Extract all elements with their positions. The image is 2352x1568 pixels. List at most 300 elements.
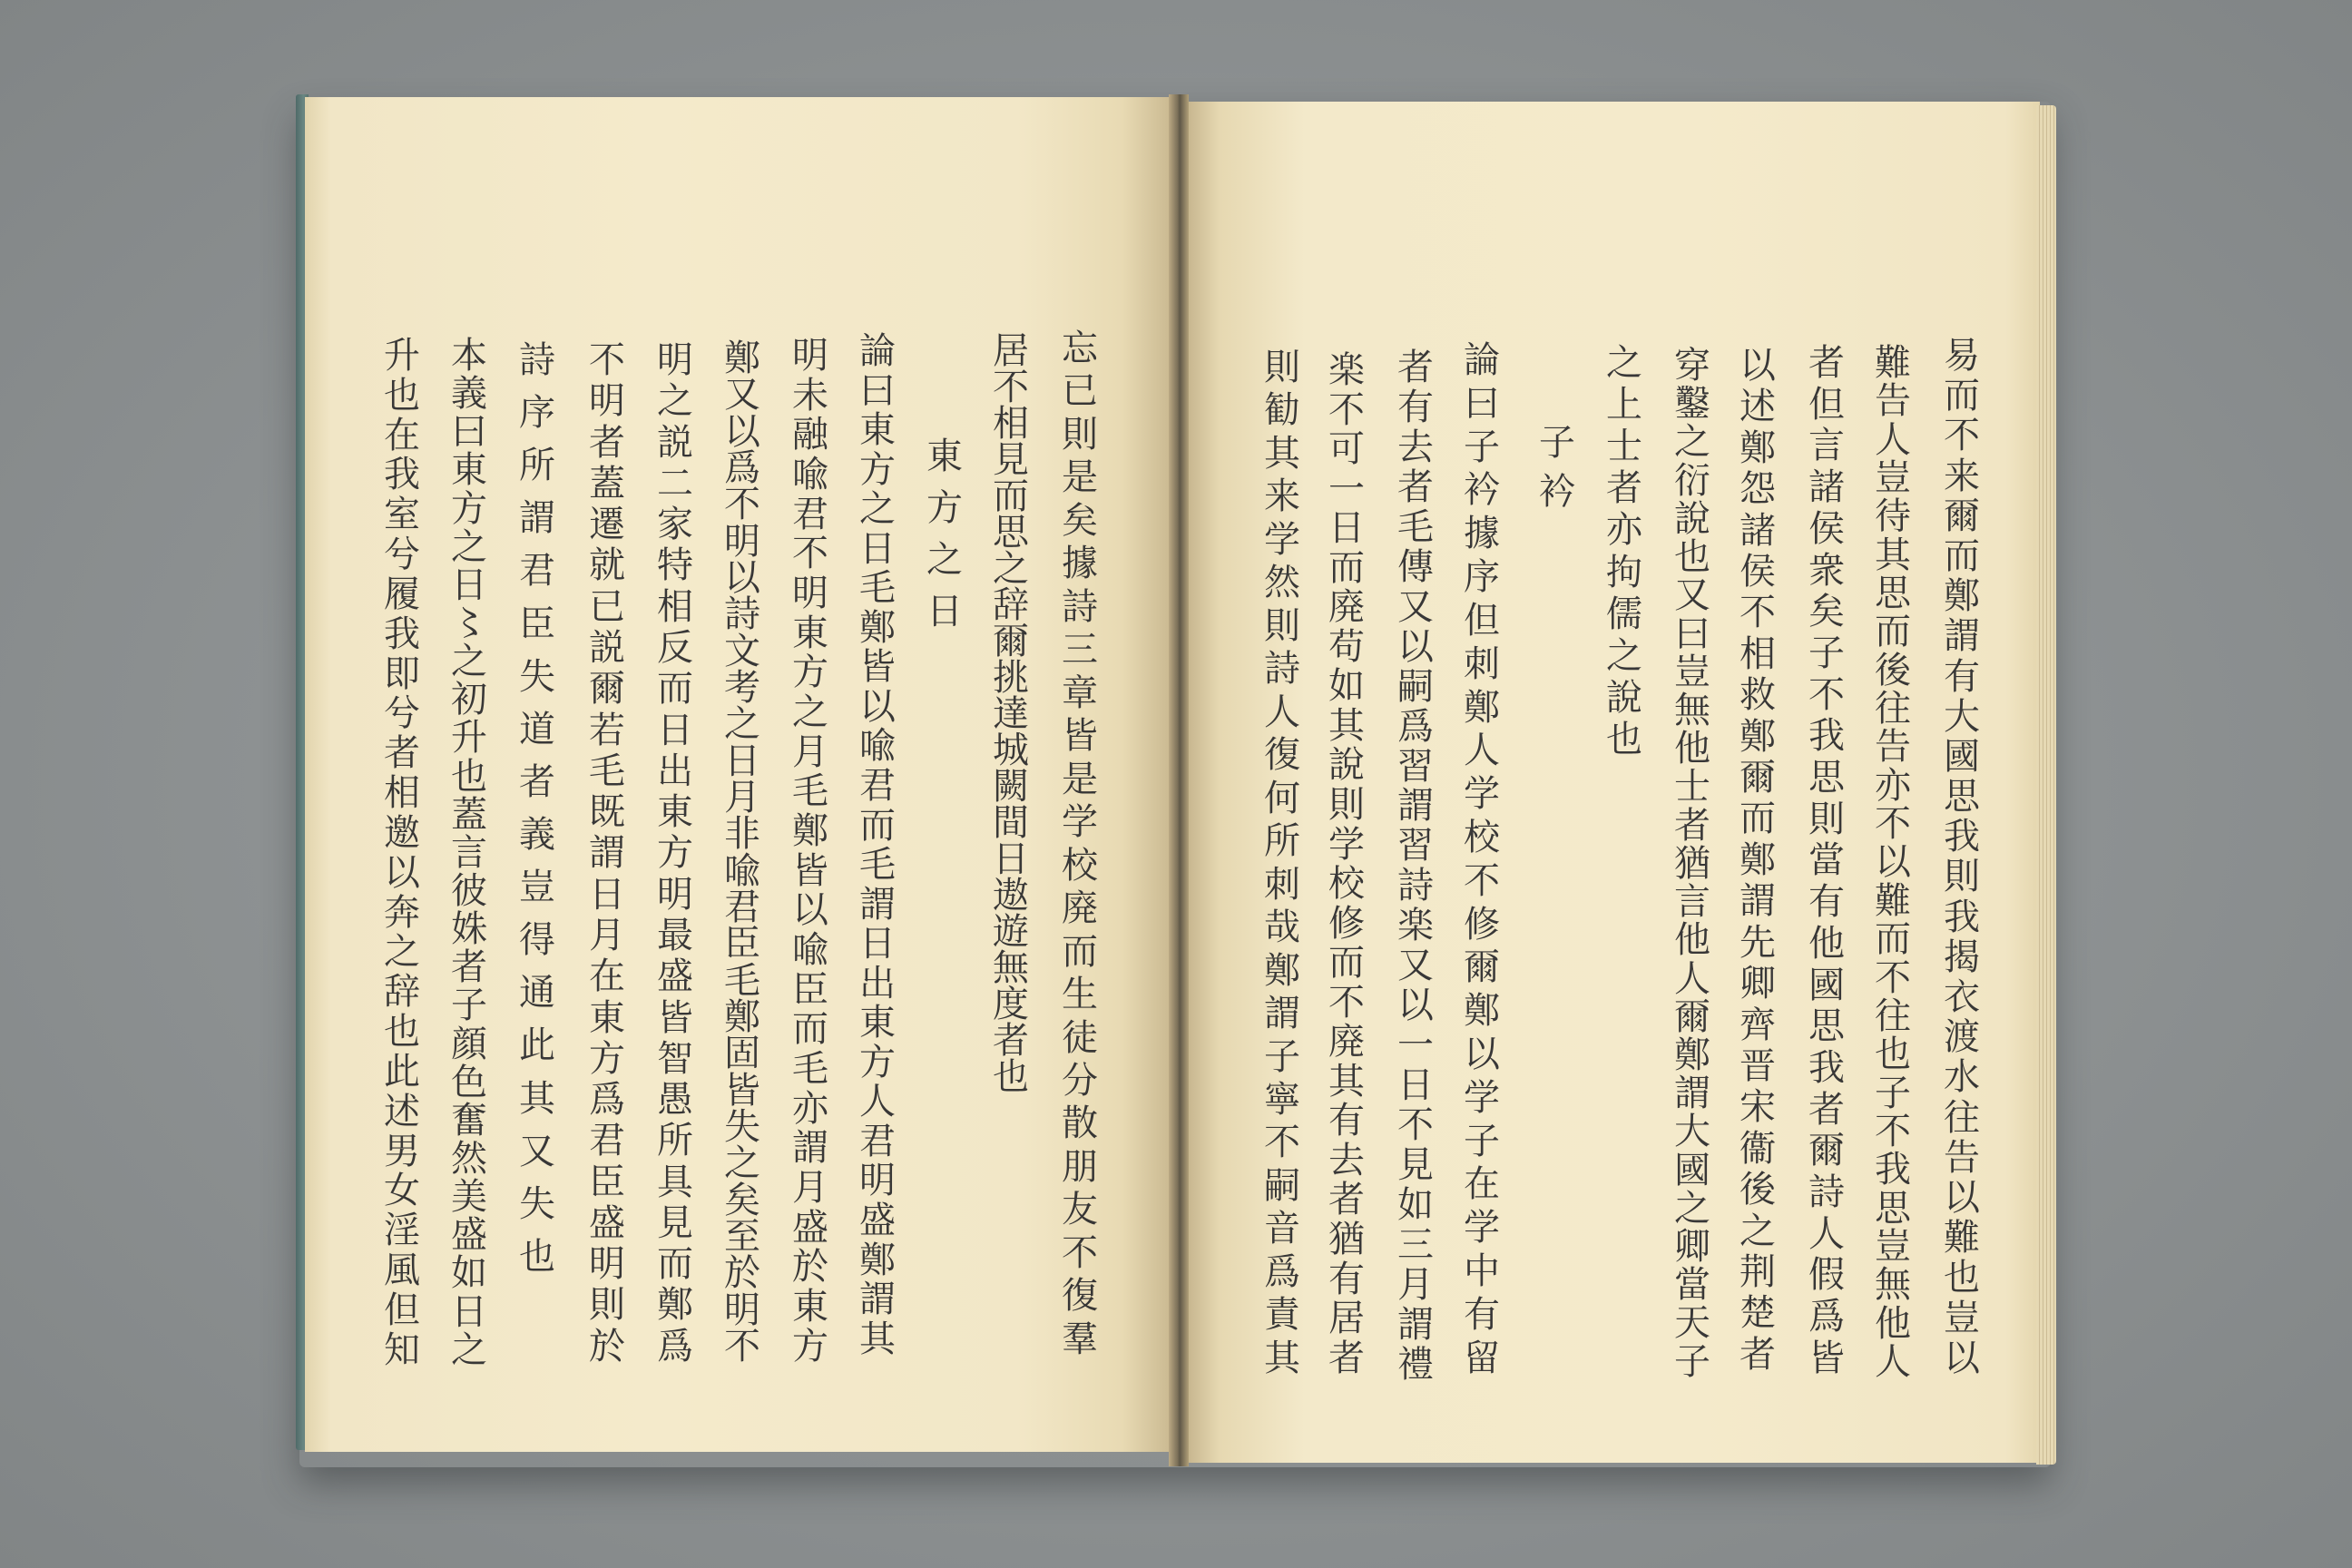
glyph: 学 [1464, 1076, 1500, 1119]
glyph: 謂 [792, 1127, 828, 1170]
glyph: 鄭 [1740, 838, 1776, 881]
glyph: 臣 [519, 603, 555, 645]
glyph: 有 [1328, 1258, 1365, 1300]
glyph: 人 [1875, 418, 1911, 461]
text-column [1801, 342, 1852, 1379]
glyph: 履 [384, 573, 420, 615]
glyph: 大 [1674, 1111, 1710, 1153]
glyph: 臣 [589, 1161, 625, 1203]
glyph: 去 [1397, 426, 1434, 468]
glyph: 通 [519, 972, 555, 1014]
glyph: 所 [519, 445, 555, 487]
glyph: 說 [1606, 676, 1642, 719]
glyph: 不 [1328, 388, 1365, 431]
glyph: 復 [1264, 734, 1300, 777]
glyph: 者 [993, 1020, 1029, 1062]
glyph: 謂 [1397, 785, 1434, 828]
glyph: 然 [451, 1137, 487, 1180]
glyph: 而 [993, 475, 1029, 517]
glyph: 鄭 [724, 338, 760, 379]
glyph: 往 [1875, 688, 1911, 730]
glyph: 明 [724, 1289, 760, 1331]
glyph: 以 [859, 685, 896, 728]
glyph: 於 [724, 1252, 760, 1295]
glyph: 有 [1397, 386, 1434, 428]
glyph: 復 [1062, 1275, 1098, 1318]
glyph: 拘 [1606, 551, 1642, 593]
glyph: 其 [1264, 432, 1300, 475]
glyph: 謂 [1264, 993, 1300, 1035]
glyph: 音 [1264, 1208, 1300, 1250]
glyph: 鄭 [1740, 715, 1776, 758]
glyph: 不 [1328, 981, 1365, 1024]
glyph: 傳 [1397, 545, 1434, 588]
glyph: 據 [1464, 513, 1500, 555]
glyph: 廃 [1328, 586, 1365, 629]
glyph: 侯 [1740, 551, 1776, 593]
glyph: 人 [1464, 730, 1500, 772]
glyph: 言 [1674, 881, 1710, 924]
glyph: 以 [724, 410, 760, 453]
glyph: 来 [1264, 475, 1300, 518]
glyph: 城 [993, 730, 1029, 771]
glyph: 習 [1397, 745, 1434, 788]
glyph: 者 [519, 760, 555, 803]
glyph: 以 [1397, 625, 1434, 668]
glyph: 闕 [993, 766, 1029, 808]
glyph: 救 [1740, 674, 1776, 717]
glyph: 居 [993, 330, 1029, 372]
glyph: 之 [1674, 421, 1710, 464]
glyph: 如 [1328, 665, 1365, 708]
glyph: 明 [589, 1243, 625, 1286]
glyph: 豈 [1875, 457, 1911, 500]
glyph: 又 [1397, 945, 1434, 987]
glyph: 已 [1062, 370, 1098, 413]
glyph: 就 [589, 544, 625, 587]
section-heading [1532, 422, 1583, 513]
glyph: 此 [384, 1050, 420, 1093]
glyph: 学 [1264, 518, 1300, 561]
glyph: 而 [1062, 930, 1098, 973]
glyph: 以 [1397, 985, 1434, 1027]
glyph: 之 [859, 488, 896, 531]
glyph: 之 [724, 703, 760, 746]
glyph: 寧 [1264, 1078, 1300, 1121]
text-column [444, 335, 495, 1371]
glyph: 士 [1606, 426, 1642, 468]
glyph: 是 [1062, 456, 1098, 499]
glyph: 月 [589, 914, 625, 956]
glyph: 不 [1740, 592, 1776, 634]
glyph: 邀 [384, 811, 420, 854]
glyph: 曰 [1464, 382, 1500, 425]
glyph: 爾 [1740, 757, 1776, 799]
glyph: 衍 [1674, 459, 1710, 502]
glyph: 之 [1674, 1187, 1710, 1230]
glyph: 風 [384, 1250, 420, 1292]
glyph: 思 [993, 512, 1029, 554]
glyph: 非 [724, 813, 760, 856]
glyph: 是 [1062, 758, 1098, 800]
glyph: 爲 [1264, 1250, 1300, 1293]
glyph: 君 [724, 886, 760, 928]
glyph: 留 [1464, 1337, 1500, 1379]
glyph: 於 [589, 1325, 625, 1367]
text-column [717, 340, 768, 1365]
glyph: 猶 [1674, 842, 1710, 885]
glyph: 有 [1808, 881, 1845, 924]
glyph: 喩 [792, 929, 828, 972]
glyph: 無 [1875, 1264, 1911, 1307]
glyph: 詩 [1397, 865, 1434, 907]
glyph: 反 [657, 626, 693, 669]
glyph: 不 [1062, 1231, 1098, 1274]
glyph: 道 [519, 708, 555, 750]
glyph: 習 [1397, 825, 1434, 867]
glyph: 也 [1606, 718, 1642, 760]
glyph: 爲 [724, 446, 760, 489]
glyph: 本 [451, 335, 487, 377]
page-edges [2036, 105, 2056, 1465]
glyph: 告 [1875, 726, 1911, 769]
glyph: 而 [1328, 546, 1365, 589]
glyph: 爲 [589, 1079, 625, 1122]
glyph: 具 [657, 1161, 693, 1203]
glyph: 東 [926, 436, 963, 477]
glyph: 方 [926, 487, 963, 529]
glyph: 揭 [1944, 936, 1980, 978]
glyph: 楽 [1328, 349, 1365, 391]
text-column [512, 339, 563, 1278]
glyph: 不 [1875, 1110, 1911, 1152]
glyph: 日 [724, 740, 760, 782]
glyph: 思 [1875, 573, 1911, 615]
glyph: 不 [993, 367, 1029, 408]
glyph: 学 [1328, 823, 1365, 866]
glyph: 之 [451, 641, 487, 683]
section-heading [919, 438, 970, 630]
glyph: 據 [1062, 543, 1098, 585]
glyph: 謂 [859, 1279, 896, 1321]
glyph: 其 [859, 1318, 896, 1360]
glyph: 豈 [1674, 651, 1710, 693]
text-column [852, 330, 903, 1360]
glyph: 失 [724, 1105, 760, 1148]
glyph: 不 [724, 484, 760, 526]
glyph: 一 [1397, 1024, 1434, 1067]
glyph: 日 [993, 838, 1029, 880]
glyph: 毛 [859, 567, 896, 610]
glyph: 遨 [993, 875, 1029, 916]
glyph: 蓋 [451, 793, 487, 836]
glyph: 不 [1464, 859, 1500, 902]
glyph: 校 [1464, 816, 1500, 858]
glyph: 又 [1397, 585, 1434, 628]
glyph: 兮 [384, 692, 420, 735]
glyph: 述 [384, 1090, 420, 1132]
text-column [1054, 328, 1105, 1360]
glyph: 鄭 [724, 995, 760, 1038]
glyph: 謂 [859, 883, 896, 926]
glyph: 禮 [1397, 1343, 1434, 1386]
glyph: 奮 [451, 1099, 487, 1142]
glyph: 二 [657, 462, 693, 505]
glyph: 以 [384, 851, 420, 894]
glyph: 以 [1464, 1034, 1500, 1075]
glyph: 衿 [1464, 469, 1500, 512]
glyph: 先 [1740, 921, 1776, 964]
glyph: 兮 [384, 534, 420, 576]
glyph: 豈 [1944, 1297, 1980, 1339]
glyph: 得 [519, 919, 555, 962]
glyph: 以 [1944, 1337, 1980, 1379]
glyph: 曰 [1674, 612, 1710, 655]
glyph: 固 [724, 1033, 760, 1075]
glyph: 文 [724, 630, 760, 672]
glyph: 齊 [1740, 1004, 1776, 1046]
glyph: 謂 [1397, 1303, 1434, 1346]
glyph: 則 [1062, 413, 1098, 456]
glyph: 毛 [1397, 505, 1434, 548]
glyph: 明 [792, 335, 828, 377]
glyph: 我 [384, 454, 420, 496]
glyph: 他 [1808, 922, 1845, 965]
glyph: 國 [1808, 964, 1845, 1006]
glyph: 以 [1740, 345, 1776, 387]
glyph: 爾 [1464, 946, 1500, 989]
glyph: 散 [1062, 1102, 1098, 1145]
glyph: 月 [792, 730, 828, 773]
glyph: 思 [1875, 1187, 1911, 1230]
glyph: 東 [859, 409, 896, 452]
glyph: 亦 [1875, 764, 1911, 807]
glyph: 苟 [1328, 625, 1365, 668]
glyph: 於 [792, 1246, 828, 1289]
glyph: 義 [519, 813, 555, 856]
glyph: 述 [1740, 386, 1776, 428]
glyph: 之 [792, 691, 828, 734]
glyph: 之 [451, 1328, 487, 1371]
glyph: 毛 [589, 750, 625, 792]
text-column [1321, 349, 1372, 1379]
glyph: 然 [1264, 562, 1300, 604]
glyph: 我 [1808, 1046, 1845, 1089]
glyph: 難 [1944, 1217, 1980, 1259]
glyph: 日 [451, 564, 487, 606]
glyph: 方 [859, 1041, 896, 1083]
glyph: 鄭 [1944, 575, 1980, 618]
glyph: 荆 [1740, 1250, 1776, 1293]
glyph: 晋 [1740, 1044, 1776, 1087]
glyph: 在 [1464, 1163, 1500, 1206]
text-column [582, 339, 632, 1367]
glyph: 毛 [792, 1048, 828, 1091]
glyph: 士 [1674, 766, 1710, 808]
glyph: 子 [1875, 1072, 1911, 1114]
glyph: 東 [792, 612, 828, 654]
glyph: 但 [1464, 599, 1500, 642]
glyph: 鄭 [1674, 1034, 1710, 1076]
glyph: 失 [519, 1182, 555, 1225]
glyph: 矣 [724, 1179, 760, 1221]
glyph: 他 [1674, 728, 1710, 770]
glyph: 不 [1264, 1122, 1300, 1164]
glyph: 如 [1397, 1184, 1434, 1227]
glyph: 学 [1464, 773, 1500, 816]
glyph: 達 [993, 693, 1029, 735]
glyph: 謂 [1674, 1073, 1710, 1115]
text-column [1599, 342, 1650, 760]
glyph: 之 [993, 548, 1029, 590]
glyph: 侯 [1808, 507, 1845, 550]
glyph: 相 [657, 585, 693, 628]
glyph: 東 [589, 996, 625, 1039]
glyph: 盛 [589, 1201, 625, 1244]
glyph: 詩 [519, 339, 555, 381]
glyph: 也 [1875, 1034, 1911, 1076]
glyph: 日 [1397, 1064, 1434, 1107]
glyph: 者 [1328, 1179, 1365, 1221]
glyph: 東 [657, 791, 693, 834]
glyph: 徒 [1062, 1016, 1098, 1059]
glyph: 皆 [859, 646, 896, 689]
glyph: 人 [1875, 1340, 1911, 1383]
glyph: 者 [451, 946, 487, 989]
glyph: 後 [1875, 649, 1911, 691]
glyph: 升 [384, 335, 420, 377]
glyph: 而 [1875, 918, 1911, 961]
glyph: 嗣 [1264, 1164, 1300, 1207]
glyph: 喩 [724, 849, 760, 892]
glyph: 日 [451, 1290, 487, 1333]
glyph: 我 [1808, 715, 1845, 758]
glyph: 明 [657, 873, 693, 916]
text-column [1667, 345, 1718, 1383]
glyph: 論 [1464, 339, 1500, 381]
glyph: 言 [451, 831, 487, 874]
glyph: 天 [1674, 1302, 1710, 1345]
glyph: 特 [657, 544, 693, 587]
glyph: 而 [1328, 942, 1365, 985]
glyph: 爾 [589, 668, 625, 710]
text-column [1257, 349, 1308, 1377]
glyph: 者 [1808, 1088, 1845, 1131]
glyph: 刺 [1264, 863, 1300, 906]
text-column [1390, 347, 1441, 1386]
glyph: 之 [1606, 634, 1642, 677]
glyph: 往 [1875, 995, 1911, 1037]
glyph: 不 [1397, 1104, 1434, 1147]
glyph: 其 [1328, 1060, 1365, 1102]
glyph: 皆 [657, 996, 693, 1039]
glyph: 来 [1944, 455, 1980, 497]
glyph: 豈 [519, 867, 555, 909]
glyph: 詩 [1808, 1171, 1845, 1214]
glyph: 月 [792, 1167, 828, 1210]
glyph: 校 [1328, 863, 1365, 906]
glyph: 難 [1875, 879, 1911, 922]
glyph: 去 [1328, 1139, 1365, 1181]
glyph: 有 [1464, 1293, 1500, 1336]
glyph: 之 [1740, 1210, 1776, 1252]
glyph: 當 [1674, 1264, 1710, 1307]
glyph: 室 [384, 494, 420, 536]
glyph: 鑿 [1674, 383, 1710, 426]
glyph: 子 [1464, 1120, 1500, 1162]
glyph: 言 [1808, 425, 1845, 467]
glyph: 但 [1808, 383, 1845, 426]
glyph: 思 [1944, 776, 1980, 818]
glyph: 顔 [451, 1023, 487, 1065]
glyph: 而 [657, 1243, 693, 1286]
glyph: 謂 [519, 497, 555, 540]
glyph: 其 [519, 1077, 555, 1120]
glyph: 淫 [384, 1210, 420, 1252]
glyph: 之 [1606, 342, 1642, 384]
glyph: 辞 [993, 584, 1029, 626]
glyph: 爲 [657, 1325, 693, 1367]
glyph: 鄭 [1740, 426, 1776, 469]
glyph: 也 [451, 755, 487, 798]
glyph: 至 [724, 1215, 760, 1258]
glyph: 衞 [1740, 1127, 1776, 1170]
glyph: 朋 [1062, 1145, 1098, 1188]
glyph: 相 [384, 772, 420, 815]
glyph: 方 [792, 652, 828, 694]
glyph: 告 [1875, 380, 1911, 423]
glyph: 不 [792, 533, 828, 575]
glyph: 明 [859, 1160, 896, 1202]
glyph: 君 [519, 550, 555, 593]
glyph: 女 [384, 1170, 420, 1212]
glyph: 臣 [724, 923, 760, 965]
glyph: 子 [1464, 426, 1500, 468]
glyph: 而 [1740, 798, 1776, 840]
glyph: 見 [657, 1201, 693, 1244]
glyph: 待 [1875, 495, 1911, 538]
glyph: 矣 [1808, 591, 1845, 633]
glyph: 学 [1062, 801, 1098, 844]
glyph: 也 [1944, 1257, 1980, 1299]
glyph: 已 [589, 585, 625, 628]
glyph: 說 [1674, 497, 1710, 540]
glyph: 謂 [1944, 615, 1980, 658]
glyph: 日 [859, 527, 896, 570]
glyph: 爾 [1808, 1130, 1845, 1172]
glyph: 毛 [792, 770, 828, 813]
glyph: 鄭 [859, 606, 896, 649]
glyph: 之 [657, 380, 693, 423]
glyph: 学 [1464, 1207, 1500, 1250]
glyph: 而 [1944, 534, 1980, 577]
glyph: 也 [384, 374, 420, 416]
book-spine [1169, 94, 1189, 1466]
glyph: 也 [1674, 536, 1710, 579]
glyph: 不 [724, 1325, 760, 1367]
glyph: 在 [384, 414, 420, 456]
glyph: 矣 [1062, 499, 1098, 542]
glyph: 不 [1944, 415, 1980, 457]
glyph: 皆 [1808, 1337, 1845, 1379]
glyph: 責 [1264, 1294, 1300, 1337]
glyph: 者 [1328, 1337, 1365, 1379]
glyph: 日 [859, 923, 896, 965]
glyph: 不 [589, 339, 625, 381]
glyph: 者 [1740, 1333, 1776, 1376]
glyph: 卿 [1740, 963, 1776, 1005]
glyph: 何 [1264, 777, 1300, 819]
